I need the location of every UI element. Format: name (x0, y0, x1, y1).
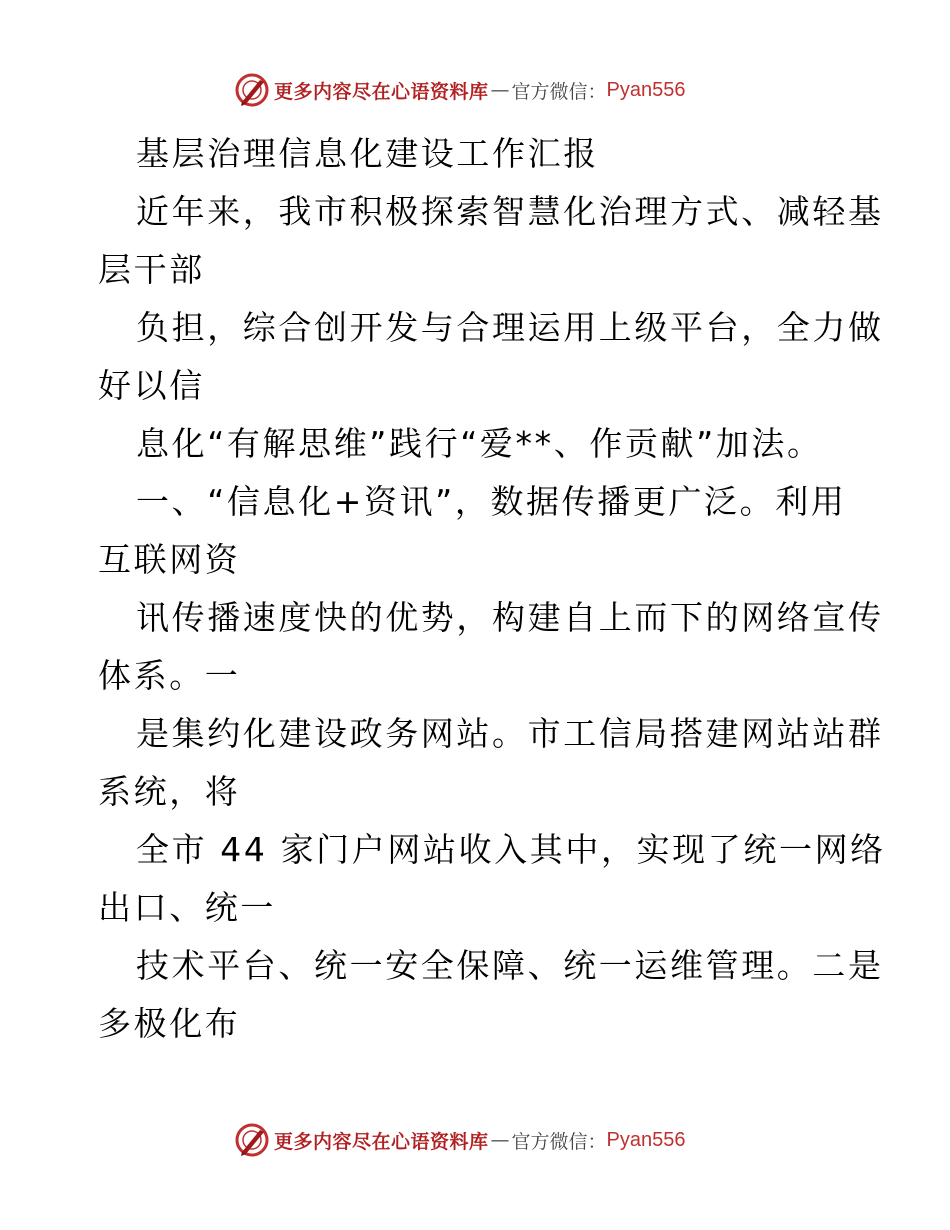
paragraph-line: 负担，综合创开发与合理运用上级平台，全力做 (136, 308, 884, 347)
header-banner (234, 70, 686, 110)
paragraph-line: 好以信 (98, 366, 205, 405)
header-brand-text: 更多内容尽在心语资料库 (274, 80, 489, 103)
paragraph-line: 层干部 (98, 250, 205, 289)
paragraph-line: 多极化布 (98, 1004, 241, 1043)
paragraph-line: 是集约化建设政务网站。市工信局搭建网站站群 (136, 714, 884, 753)
paragraph-line: 互联网资 (98, 540, 241, 579)
paragraph-line: 一、“信息化+资讯”，数据传播更广泛。利用 (136, 482, 847, 521)
pen-logo-icon (234, 72, 270, 108)
footer-wechat-label: 官方微信： (511, 1130, 607, 1153)
document-body (98, 125, 886, 1053)
paragraph-line: 全市 44 家门户网站收入其中，实现了统一网络 (136, 830, 886, 869)
header-dash: — (490, 79, 510, 101)
footer-wechat-id: Pyan556 (606, 1128, 686, 1151)
paragraph-line: 技术平台、统一安全保障、统一运维管理。二是 (136, 946, 884, 985)
footer-dash: — (490, 1129, 510, 1151)
footer-banner (234, 1120, 686, 1160)
paragraph-line: 系统，将 (98, 772, 241, 811)
paragraph-line: 出口、统一 (98, 888, 276, 927)
pen-logo-icon (234, 1122, 270, 1158)
header-wechat-label: 官方微信： (511, 80, 607, 103)
paragraph-line: 息化“有解思维”践行“爱**、作贡献”加法。 (136, 424, 823, 463)
paragraph-line: 讯传播速度快的优势，构建自上而下的网络宣传 (136, 598, 884, 637)
footer-brand-text: 更多内容尽在心语资料库 (274, 1130, 489, 1153)
header-wechat-id: Pyan556 (606, 78, 686, 101)
paragraph-line: 体系。一 (98, 656, 241, 695)
document-title: 基层治理信息化建设工作汇报 (136, 134, 599, 173)
paragraph-line: 近年来，我市积极探索智慧化治理方式、减轻基 (136, 192, 884, 231)
